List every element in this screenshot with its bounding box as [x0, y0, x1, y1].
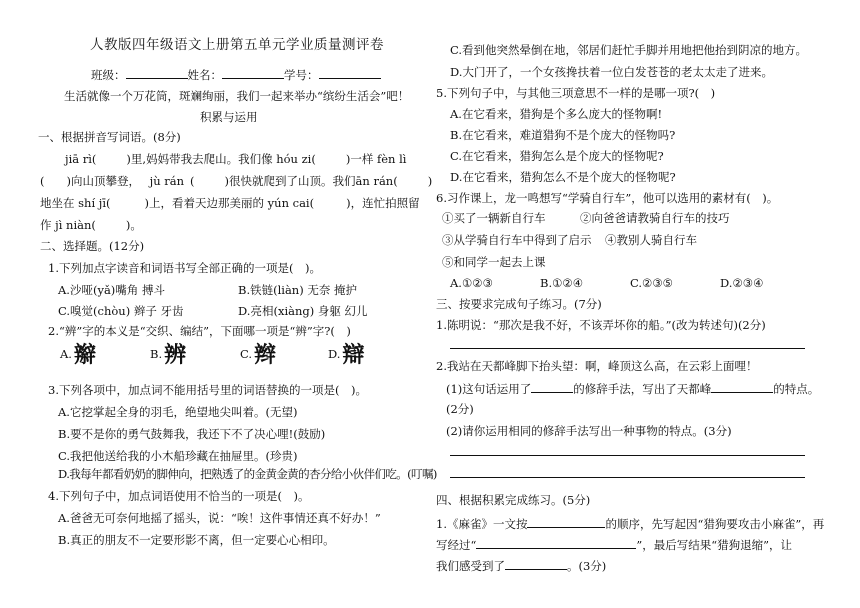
- q2-5-option-d[interactable]: D.在它看来，猎狗怎么不是个庞大的怪物呢?: [450, 170, 676, 184]
- name-field[interactable]: [222, 67, 284, 79]
- rhetoric-blank[interactable]: [531, 381, 573, 393]
- q1-line-2: ( )向山顶攀登， jù rán ( )很快就爬到了山顶。我们ān rán( ): [40, 174, 433, 188]
- q2-2-option-b[interactable]: B.辨: [150, 342, 187, 368]
- q2-4-option-a[interactable]: A.爸爸无可奈何地摇了摇头，说：“唉！这件事情还真不好办！”: [58, 511, 381, 525]
- q2-1-option-d[interactable]: D.亮相(xiàng) 身躯 幻儿: [238, 304, 368, 318]
- q2-2-option-c[interactable]: C.辫: [240, 342, 277, 368]
- q2-6-stem: 6.习作课上，龙一鸣想写“学骑自行车”，他可以选用的素材有( )。: [436, 191, 779, 205]
- q1-line-1: jiā rì( )里,妈妈带我去爬山。我们像 hóu zi( )一样 fèn lì: [65, 152, 407, 166]
- q2-2-stem: 2.“辨”字的本义是“交织、编结”，下面哪一项是“辨”字?( ): [48, 324, 351, 338]
- q2-1-option-b[interactable]: B.铁链(liàn) 无奈 掩护: [238, 283, 358, 297]
- q3-2-prompt: 2.我站在天都峰脚下抬头望：啊，峰顶这么高，在云彩上面哩！: [436, 359, 758, 373]
- q2-3-option-c[interactable]: C.我把他送给我的小木船珍藏在抽屉里。(珍贵): [58, 449, 298, 463]
- q1-line-3: 地坐在 shí jī( )上，看着天边那美丽的 yún cai( )，连忙拍照留: [40, 196, 420, 210]
- q2-6-option-c[interactable]: C.②③⑤: [630, 276, 673, 290]
- section-heading: 积累与运用: [200, 110, 258, 124]
- q4-line-3: 我们感受到了 。(3分): [436, 559, 607, 573]
- q1-line-4: 作 jì niàn( )。: [40, 218, 142, 232]
- q2-4-option-b[interactable]: B.真正的朋友不一定要形影不离，但一定要心心相印。: [58, 533, 335, 547]
- q2-3-stem: 3.下列各项中，加点词不能用括号里的词语替换的一项是( )。: [48, 383, 367, 397]
- q2-6-item-4: ④教别人骑自行车: [605, 233, 697, 247]
- q2-6-option-b[interactable]: B.①②④: [540, 276, 584, 290]
- q2-6-option-d[interactable]: D.②③④: [720, 276, 764, 290]
- q2-title: 二、选择题。(12分): [40, 239, 145, 253]
- order-blank[interactable]: [527, 516, 605, 528]
- seal-char-a: 辮: [73, 342, 96, 368]
- q2-3-option-b[interactable]: B.要不是你的勇气鼓舞我，我还下不了决心哩!(鼓励): [58, 427, 326, 441]
- q2-4-stem: 4.下列句子中，加点词语使用不恰当的一项是( )。: [48, 489, 310, 503]
- intro-text: 生活就像一个万花筒，斑斓绚丽，我们一起来举办“缤纷生活会”吧！: [64, 89, 410, 103]
- q3-2-part-1-score: (2分): [446, 402, 474, 416]
- q2-5-option-b[interactable]: B.在它看来，难道猎狗不是个庞大的怪物吗?: [450, 128, 676, 142]
- q2-2-option-a[interactable]: A.辮: [60, 342, 96, 368]
- q2-1-option-a[interactable]: A.沙哑(yǎ)嘴角 搏斗: [58, 283, 165, 297]
- q3-2-answer-line-2[interactable]: [450, 477, 805, 478]
- class-field[interactable]: [126, 67, 188, 79]
- q2-2-option-d[interactable]: D.辯: [328, 342, 365, 368]
- seal-char-c: 辫: [254, 342, 277, 368]
- q2-5-option-c[interactable]: C.在它看来，猎狗怎么是个庞大的怪物呢?: [450, 149, 664, 163]
- q2-1-stem: 1.下列加点字读音和词语书写全部正确的一项是( )。: [48, 261, 321, 275]
- q3-title: 三、按要求完成句子练习。(7分): [436, 297, 602, 311]
- q3-2-answer-line-1[interactable]: [450, 455, 805, 456]
- q2-6-option-a[interactable]: A.①②③: [450, 276, 493, 290]
- q3-1-answer-line[interactable]: [450, 348, 805, 349]
- q2-4-option-d[interactable]: D.大门开了，一个女孩搀扶着一位白发苍苍的老太太走了进来。: [450, 65, 773, 79]
- q3-2-part-1: (1)这句话运用了 的修辞手法，写出了天都峰 的特点。: [446, 382, 820, 396]
- q3-2-part-2: (2)请你运用相同的修辞手法写出一种事物的特点。(3分): [446, 424, 732, 438]
- seal-char-d: 辯: [342, 342, 365, 368]
- q3-1-prompt: 1.陈明说：“那次是我不好，不该弄坏你的船。”(改为转述句)(2分): [436, 318, 766, 332]
- q2-1-option-c[interactable]: C.嗅觉(chòu) 辫子 牙齿: [58, 304, 184, 318]
- q2-5-option-a[interactable]: A.在它看来，猎狗是个多么庞大的怪物啊!: [450, 107, 663, 121]
- q2-3-option-d[interactable]: D.我每年都看奶奶的脚伸向，把熟透了的金黄金黄的杏分给小伙伴们吃。(叮嘱): [58, 467, 437, 481]
- page-title: 人教版四年级语文上册第五单元学业质量测评卷: [90, 37, 384, 53]
- q4-title: 四、根据积累完成练习。(5分): [436, 493, 591, 507]
- q4-line-1: 1.《麻雀》一文按 的顺序，先写起因“猎狗要攻击小麻雀”，再: [436, 517, 825, 531]
- q2-6-item-3: ③从学骑自行车中得到了启示: [442, 233, 592, 247]
- q2-4-option-c[interactable]: C.看到他突然晕倒在地，邻居们赶忙手脚并用地把他抬到阴凉的地方。: [450, 43, 808, 57]
- q1-title: 一、根据拼音写词语。(8分): [38, 130, 181, 144]
- student-info: 班级： 姓名： 学号：: [91, 67, 381, 82]
- q2-6-item-1: ①买了一辆新自行车: [442, 211, 546, 225]
- q4-line-2: 写经过“ ”，最后写结果“猎狗退缩”，让: [436, 538, 793, 552]
- feeling-blank[interactable]: [505, 558, 567, 570]
- q2-5-stem: 5.下列句子中，与其他三项意思不一样的是哪一项?( ): [436, 86, 716, 100]
- seal-char-b: 辨: [164, 342, 187, 368]
- process-blank[interactable]: [476, 537, 636, 549]
- q2-3-option-a[interactable]: A.它挖掌起全身的羽毛，绝望地尖叫着。(无望): [58, 405, 298, 419]
- q2-6-item-5: ⑤和同学一起去上课: [442, 255, 546, 269]
- feature-blank[interactable]: [711, 381, 773, 393]
- q2-6-item-2: ②向爸爸请教骑自行车的技巧: [580, 211, 730, 225]
- student-id-field[interactable]: [319, 67, 381, 79]
